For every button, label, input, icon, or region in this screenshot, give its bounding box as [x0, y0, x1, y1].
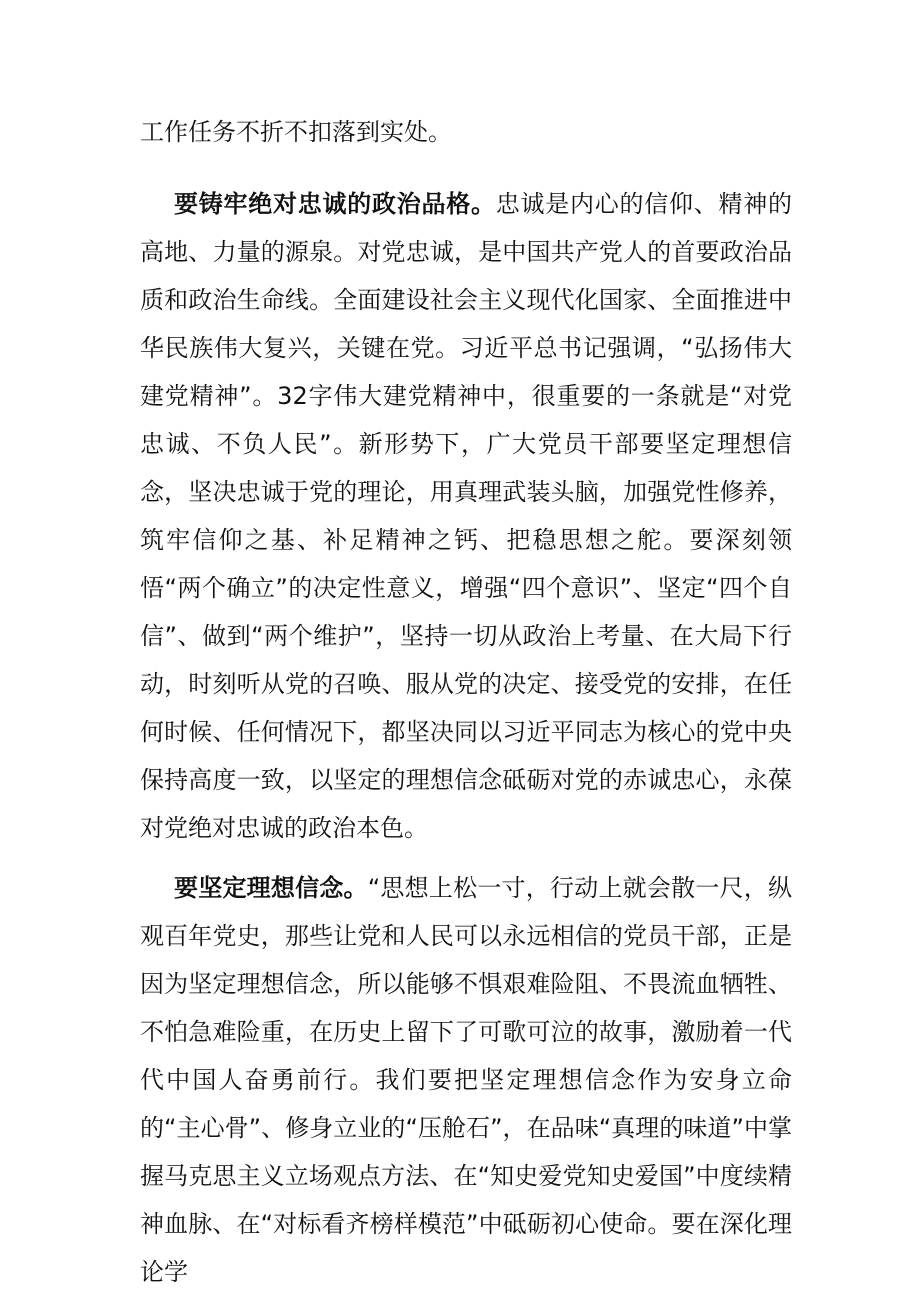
paragraph-text: 工作任务不折不扣落到实处。: [140, 118, 452, 146]
document-body: [140, 108, 792, 1296]
paragraph-text: “思想上松一寸，行动上就会散一尺，纵观百年党史，那些让党和人民可以永远相信的党员干部，正是因为坚定理想信念，所以能够不惧艰难险阻、不畏流血牺牲、不怕急难险重，在历史上留下了可歌可泣的故事，激励着一代代中国人奋勇前行。我们要把坚定理想信念作为安身立命的“主心骨”、修身立业的“压舱石”，在品味“真理的味道”中掌握马克思主义立场观点方法、在“知史爱党知史爱国”中度续精神血脉、在“对标看齐榜样模范”中砥砺初心使命。要在深化理论学: [140, 874, 792, 1286]
paragraph-lead: 要坚定理想信念。: [174, 874, 368, 902]
paragraph-loyalty: [140, 180, 792, 852]
paragraph-lead: 要铸牢绝对忠诚的政治品格。: [174, 190, 496, 218]
paragraph-text: 忠诚是内心的信仰、精神的高地、力量的源泉。对党忠诚，是中国共产党人的首要政治品质和政治生命线。全面建设社会主义现代化国家、全面推进中华民族伟大复兴，关键在党。习近平总书记强调，“弘扬伟大建党精神”。32字伟大建党精神中，很重要的一条就是“对党忠诚、不负人民”。新形势下，广大党员干部要坚定理想信念，坚决忠诚于党的理论，用真理武装头脑，加强党性修养，筑牢信仰之基、补足精神之钙、把稳思想之舵。要深刻领悟“两个确立”的决定性意义，增强“四个意识”、坚定“四个自信”、做到“两个维护”，坚持一切从政治上考量、在大局下行动，时刻听从党的召唤、服从党的决定、接受党的安排，在任何时候、任何情况下，都坚决同以习近平同志为核心的党中央保持高度一致，以坚定的理想信念砥砺对党的赤诚忠心，永葆对党绝对忠诚的政治本色。: [140, 190, 792, 842]
paragraph-ideals: [140, 864, 792, 1296]
paragraph-continuation: [140, 108, 792, 156]
